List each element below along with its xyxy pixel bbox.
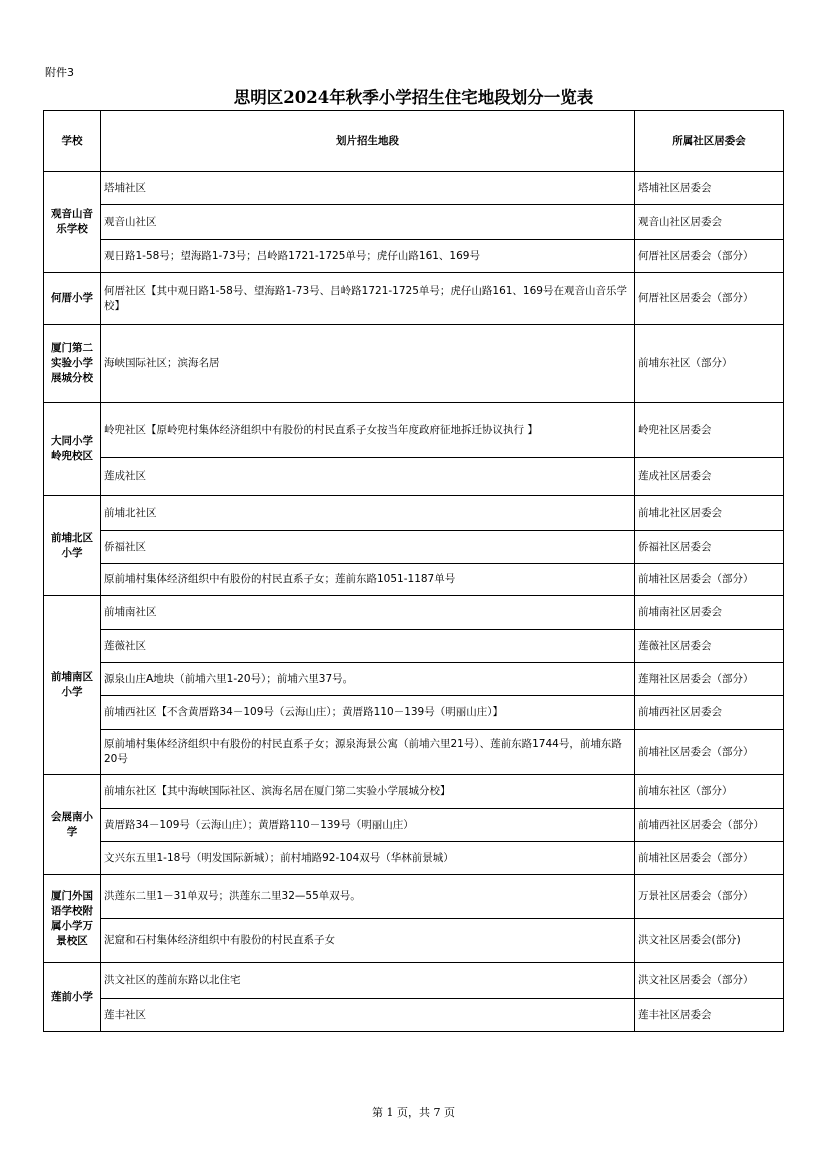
zoning-area: 岭兜社区【原岭兜村集体经济组织中有股份的村民直系子女按当年度政府征地拆迁协议执行 】: [101, 403, 635, 458]
table-header-row: [44, 111, 784, 172]
community-committee: 莲成社区居委会: [635, 458, 784, 496]
zoning-area: 塔埔社区: [101, 172, 635, 205]
table-row: [44, 240, 784, 273]
school-name: 莲前小学: [44, 963, 101, 1032]
community-committee: 岭兜社区居委会: [635, 403, 784, 458]
table-row: [44, 630, 784, 663]
table-row: [44, 963, 784, 999]
community-committee: 前埔东社区（部分）: [635, 325, 784, 403]
table-row: [44, 809, 784, 842]
zoning-area: 何厝社区【其中观日路1-58号、望海路1-73号、吕岭路1721-1725单号；虎仔山路161、169号在观音山音乐学校】: [101, 273, 635, 325]
community-committee: 前埔西社区居委会: [635, 696, 784, 730]
zoning-area: 原前埔村集体经济组织中有股份的村民直系子女；源泉海景公寓（前埔六里21号）、莲前东路1744号，前埔东路20号: [101, 730, 635, 775]
page-footer: 第 1 页，共 7 页: [372, 1106, 455, 1119]
zoning-area: 前埔西社区【不含黄厝路34－109号（云海山庄）；黄厝路110－139号（明丽山庄）】: [101, 696, 635, 730]
community-committee: 洪文社区居委会(部分): [635, 919, 784, 963]
table-row: [44, 531, 784, 564]
school-name: 观音山音乐学校: [44, 172, 101, 273]
header-school: 学校: [44, 111, 101, 172]
table-row: [44, 875, 784, 919]
annex-label: 附件3: [45, 66, 74, 79]
school-name: 会展南小学: [44, 775, 101, 875]
school-name: 前埔南区小学: [44, 596, 101, 775]
page-title: 思明区2024年秋季小学招生住宅地段划分一览表: [233, 88, 594, 107]
table-row: [44, 663, 784, 696]
header-area: 划片招生地段: [101, 111, 635, 172]
community-committee: 前埔北社区居委会: [635, 496, 784, 531]
table-row: [44, 919, 784, 963]
table-row: [44, 696, 784, 730]
zoning-area: 莲薇社区: [101, 630, 635, 663]
community-committee: 莲翔社区居委会（部分）: [635, 663, 784, 696]
zoning-area: 洪文社区的莲前东路以北住宅: [101, 963, 635, 999]
community-committee: 前埔社区居委会（部分）: [635, 842, 784, 875]
community-committee: 侨福社区居委会: [635, 531, 784, 564]
community-committee: 万景社区居委会（部分）: [635, 875, 784, 919]
community-committee: 塔埔社区居委会: [635, 172, 784, 205]
table-row: [44, 325, 784, 403]
zoning-area: 文兴东五里1-18号（明发国际新城）；前村埔路92-104双号（华林前景城）: [101, 842, 635, 875]
zoning-area: 莲成社区: [101, 458, 635, 496]
table-row: [44, 775, 784, 809]
community-committee: 前埔南社区居委会: [635, 596, 784, 630]
table-row: [44, 496, 784, 531]
school-name: 大同小学岭兜校区: [44, 403, 101, 496]
community-committee: 前埔西社区居委会（部分）: [635, 809, 784, 842]
table-row: [44, 403, 784, 458]
zoning-area: 莲丰社区: [101, 999, 635, 1032]
zoning-area: 海峡国际社区；滨海名居: [101, 325, 635, 403]
zoning-area: 前埔东社区【其中海峡国际社区、滨海名居在厦门第二实验小学展城分校】: [101, 775, 635, 809]
community-committee: 洪文社区居委会（部分）: [635, 963, 784, 999]
zoning-area: 前埔北社区: [101, 496, 635, 531]
table-row: [44, 273, 784, 325]
header-committee: 所属社区居委会: [635, 111, 784, 172]
community-committee: 前埔东社区（部分）: [635, 775, 784, 809]
community-committee: 莲丰社区居委会: [635, 999, 784, 1032]
community-committee: 何厝社区居委会（部分）: [635, 240, 784, 273]
table-row: [44, 458, 784, 496]
community-committee: 何厝社区居委会（部分）: [635, 273, 784, 325]
table-row: [44, 999, 784, 1032]
zoning-area: 前埔南社区: [101, 596, 635, 630]
zoning-area: 洪莲东二里1－31单双号；洪莲东二里32—55单双号。: [101, 875, 635, 919]
community-committee: 前埔社区居委会（部分）: [635, 564, 784, 596]
zoning-area: 泥窟和石村集体经济组织中有股份的村民直系子女: [101, 919, 635, 963]
zoning-area: 观日路1-58号；望海路1-73号；吕岭路1721-1725单号；虎仔山路161、169号: [101, 240, 635, 273]
table-row: [44, 842, 784, 875]
zoning-area: 黄厝路34－109号（云海山庄）；黄厝路110－139号（明丽山庄）: [101, 809, 635, 842]
zoning-table: [43, 110, 784, 1032]
table-row: [44, 205, 784, 240]
school-name: 何厝小学: [44, 273, 101, 325]
zoning-area: 源泉山庄A地块（前埔六里1-20号）；前埔六里37号。: [101, 663, 635, 696]
table-row: [44, 564, 784, 596]
school-name: 前埔北区小学: [44, 496, 101, 596]
zoning-area: 侨福社区: [101, 531, 635, 564]
zoning-area: 观音山社区: [101, 205, 635, 240]
school-name: 厦门第二实验小学展城分校: [44, 325, 101, 403]
table-row: [44, 730, 784, 775]
zoning-area: 原前埔村集体经济组织中有股份的村民直系子女；莲前东路1051-1187单号: [101, 564, 635, 596]
table-row: [44, 596, 784, 630]
table-row: [44, 172, 784, 205]
community-committee: 前埔社区居委会（部分）: [635, 730, 784, 775]
community-committee: 观音山社区居委会: [635, 205, 784, 240]
community-committee: 莲薇社区居委会: [635, 630, 784, 663]
school-name: 厦门外国语学校附属小学万景校区: [44, 875, 101, 963]
